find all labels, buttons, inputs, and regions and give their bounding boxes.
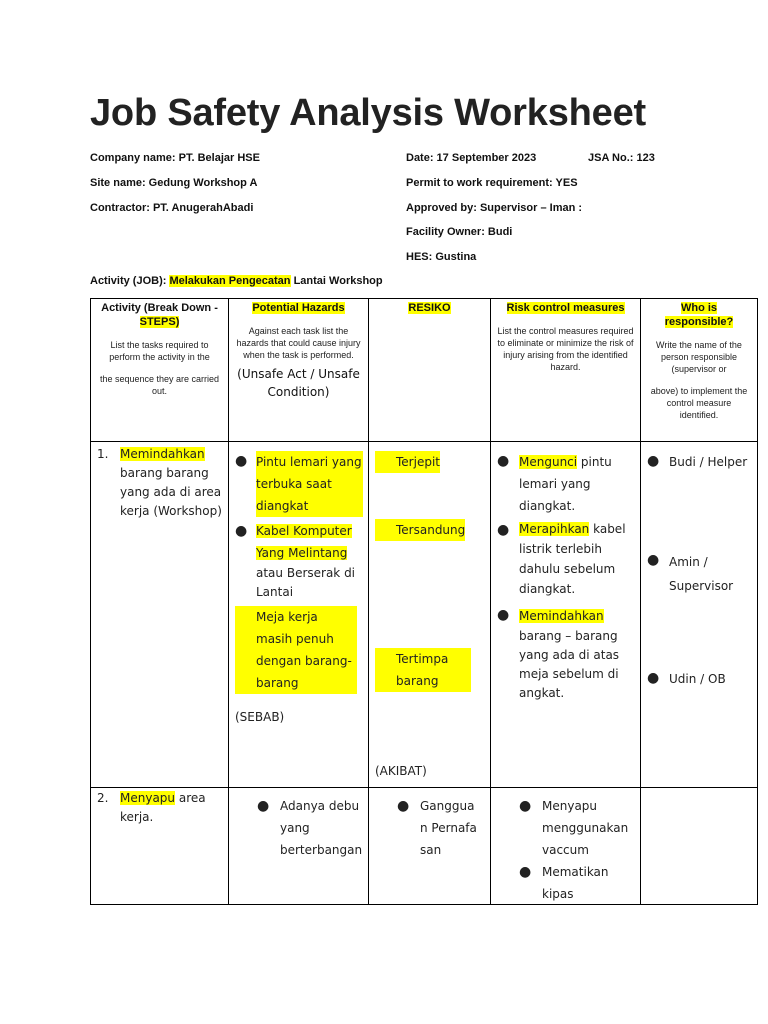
approved-by: Approved by: Supervisor – Iman : [406, 202, 583, 214]
row1-hazard-2-rest: atau Berserak di Lantai [256, 566, 356, 599]
row1-step-rest: barang barang yang ada di area kerja (Workshop) [120, 466, 222, 518]
facility-owner: Facility Owner: Budi [406, 226, 513, 238]
header-steps [91, 299, 229, 442]
permit-requirement: Permit to work requirement: YES [406, 177, 578, 189]
table-row [91, 442, 758, 788]
row1-sebab: (SEBAB) [235, 710, 285, 724]
row2-step-text [120, 789, 224, 827]
row2-hazard-1: Adanya debu yang berterbangan [280, 799, 363, 857]
row1-responsible-2: Amin / Supervisor [669, 555, 734, 593]
date: Date: 17 September 2023 [406, 152, 537, 164]
row1-hazard-2 [256, 520, 366, 602]
header-steps-title-a: Activity (Break Down - [101, 302, 218, 314]
bullet-icon: ● [497, 522, 510, 538]
row1-hazard-1: Pintu lemari yang terbuka saat diangkat [256, 451, 363, 517]
row2-step-number: 2. [97, 791, 109, 805]
row1-step-cell [91, 442, 229, 788]
bullet-icon: ● [647, 453, 660, 469]
activity-label: Activity (JOB): [90, 275, 170, 287]
header-responsible [641, 299, 758, 442]
row1-hazard-cell [229, 442, 369, 788]
row2-step-cell [91, 788, 229, 905]
header-controls-desc: List the control measures required to eliminate or minimize the risk of injury arising from the identified hazard. [497, 326, 634, 372]
bullet-icon: ● [519, 864, 532, 880]
bullet-icon: ● [647, 670, 660, 686]
row1-hazard-2-highlight: Kabel Komputer Yang Melintang [256, 524, 352, 560]
header-controls-title: Risk control measures [506, 302, 625, 314]
activity-highlight: Melakukan Pengecatan [169, 275, 291, 287]
row2-control-cell [491, 788, 641, 905]
header-steps-desc-b: the sequence they are carried out. [99, 374, 220, 396]
header-hazards-desc: Against each task list the hazards that could cause injury when the task is performed. [236, 326, 361, 360]
row1-risk-cell [369, 442, 491, 788]
row1-control-2 [519, 519, 637, 599]
header-resiko [369, 299, 491, 442]
row2-step-highlight: Menyapu [120, 791, 176, 805]
site-name: Site name: Gedung Workshop A [90, 177, 258, 189]
header-hazards-sub: (Unsafe Act / Unsafe Condition) [237, 367, 360, 399]
row2-risk-cell [369, 788, 491, 905]
bullet-icon: ● [235, 523, 248, 539]
row1-control-1-highlight: Mengunci [519, 455, 578, 469]
company-name: Company name: PT. Belajar HSE [90, 152, 260, 164]
row1-responsible-1: Budi / Helper [669, 455, 748, 469]
row2-responsible-cell [641, 788, 758, 905]
row1-control-2-highlight: Merapihkan [519, 522, 590, 536]
activity-job [90, 275, 383, 287]
row2-hazard-cell [229, 788, 369, 905]
header-steps-title-b: STEPS) [139, 316, 180, 328]
row1-risk-1: Terjepit [375, 451, 440, 473]
row1-akibat: (AKIBAT) [375, 764, 427, 778]
bullet-icon: ● [397, 798, 410, 814]
hes: HES: Gustina [406, 251, 477, 263]
row1-control-cell [491, 442, 641, 788]
row1-risk-2: Tersandung [375, 519, 465, 541]
header-responsible-title: Who is responsible? [664, 302, 734, 328]
row1-step-number: 1. [97, 447, 109, 461]
jsa-number: JSA No.: 123 [588, 152, 655, 164]
bullet-icon: ● [647, 552, 660, 568]
row2-risk-1: Gangguan Pernafasan [420, 799, 477, 857]
row1-responsible-cell [641, 442, 758, 788]
header-steps-title [97, 301, 222, 329]
row2-control-2: Mematikan kipas [542, 865, 609, 901]
bullet-icon: ● [257, 798, 270, 814]
activity-rest: Lantai Workshop [290, 275, 383, 287]
row1-risk-3: Tertimpa barang [375, 648, 471, 692]
row1-step-text [120, 445, 224, 521]
row1-control-3-rest: barang – barang yang ada di atas meja sebelum di angkat. [519, 629, 620, 700]
table-row [91, 788, 758, 905]
header-row [91, 299, 758, 442]
header-hazards-title: Potential Hazards [252, 302, 345, 314]
jsa-table [90, 298, 758, 905]
row1-hazard-3: Meja kerja masih penuh dengan barang-barang [235, 606, 357, 694]
header-controls [491, 299, 641, 442]
header-responsible-desc-a: Write the name of the person responsible (supervisor or [656, 340, 742, 374]
row1-control-1 [519, 451, 635, 517]
header-hazards [229, 299, 369, 442]
header-steps-desc-a: List the tasks required to perform the activity in the [109, 340, 210, 362]
row1-control-1-rest: pintu lemari yang diangkat. [519, 455, 612, 513]
row1-step-highlight: Memindahkan [120, 447, 205, 461]
page-title: Job Safety Analysis Worksheet [90, 92, 646, 134]
row2-control-1: Menyapu menggunakan vaccum [542, 799, 629, 857]
header-responsible-desc-b: above) to implement the control measure identified. [650, 386, 748, 420]
row1-control-3-highlight: Memindahkan [519, 609, 604, 623]
row1-responsible-3: Udin / OB [669, 672, 726, 686]
bullet-icon: ● [519, 798, 532, 814]
bullet-icon: ● [497, 453, 510, 469]
row1-control-2-rest: kabel listrik terlebih dahulu sebelum diangkat. [519, 522, 626, 596]
row2-step-rest: area kerja. [120, 791, 206, 824]
bullet-icon: ● [235, 453, 248, 469]
header-resiko-title: RESIKO [408, 302, 451, 314]
row1-control-3 [519, 605, 634, 703]
contractor: Contractor: PT. AnugerahAbadi [90, 202, 254, 214]
bullet-icon: ● [497, 607, 510, 623]
